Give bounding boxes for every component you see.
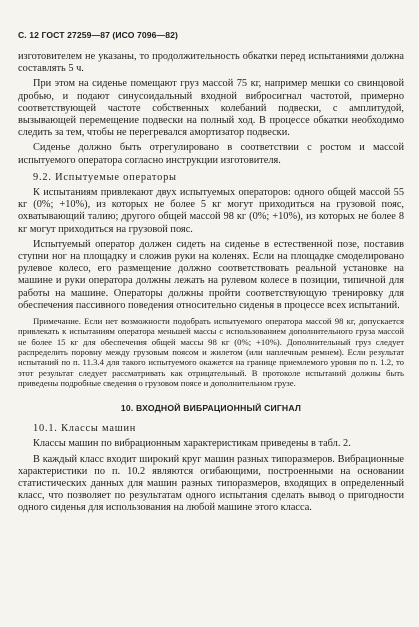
- paragraph-machine-classes: Классы машин по вибрационным характеристикам приведены в табл. 2.: [33, 438, 351, 450]
- paragraph-class-description: В каждый класс входит широкий круг машин разных типоразмеров. Вибрационные характеристики по п. 10.2 являются огибающими, построенными на основании статистических данных для машин разных типоразмеров, входящих в определенный класс, что позволяет по результатам одного испытания сделать вывод о пригодности одного сиденья для использования на любой машине этого класса.: [18, 453, 404, 514]
- section-heading-10: 10. ВХОДНОЙ ВИБРАЦИОННЫЙ СИГНАЛ: [120, 403, 302, 414]
- paragraph-seat-adjustment: Сиденье должно быть отрегулировано в соответствии с ростом и массой испытуемого оператора согласно инструкции изготовителя.: [18, 142, 404, 166]
- paragraph-operators: К испытаниям привлекают двух испытуемых операторов: одного общей массой 55 кг (0%; +10%), из которых не более 5 кг могут приходиться на грузовой пояс, охватывающий талию; другого общей массой 98 кг (0%; +10%), из которых не более 8 кг могут приходиться на грузовой пояс.: [18, 187, 404, 235]
- page-body: [18, 51, 404, 518]
- page-header: С. 12 ГОСТ 27259—87 (ИСО 7096—82): [18, 30, 178, 40]
- paragraph-operator-posture: Испытуемый оператор должен сидеть на сиденье в естественной позе, поставив ступни ног на площадку и сложив руки на коленях. Если на площадке смоделировано рулевое колесо, его размещение должно соответствовать реальной установке на машине и руки оператора должны лежать на рулевом колесе в позиции, типичной для работы на машине. Операторы должны пройти соответствующую тренировку для обеспечения пассивного поведения относительно сиденья в процессе всех испытаний.: [18, 238, 404, 311]
- paragraph-break-in: При этом на сиденье помещают груз массой 75 кг, например мешки со свинцовой дробью, и подают синусоидальный входной вибросигнал частотой, примерно соответствующей частоте собственных колебаний подвески, с амплитудой, вызывающей перемещение подвески на полный ход. В процессе обкатки необходимо следить за тем, чтобы не перегревался амортизатор подвески.: [18, 78, 404, 139]
- subsection-heading-10-1: 10.1. Классы машин: [33, 423, 137, 435]
- note-paragraph: Примечание. Если нет возможности подобрать испытуемого оператора массой 98 кг, допускается привлекать к испытаниям оператора меньшей массы с использованием дополнительного груза массой не более 15 кг для обеспечения общей массы 98 кг (0%; +10%). Дополнительный груз следует распределить поровну между грузовым поясом и жилетом (или наплечным ремнем). Если результат испытаний по п. 11.3.4 для такого испытуемого окажется на границе приемлемого уровня по п. 1.2, то этот результат следует рассматривать как отрицательный. В протоколе испытаний должны быть приведены подробные сведения о грузовом поясе и дополнительном грузе.: [18, 316, 404, 388]
- paragraph-continuation: изготовителем не указаны, то продолжительность обкатки перед испытаниями должна составлять 5 ч.: [18, 51, 404, 75]
- subsection-heading-9-2: 9.2. Испытуемые операторы: [33, 171, 177, 183]
